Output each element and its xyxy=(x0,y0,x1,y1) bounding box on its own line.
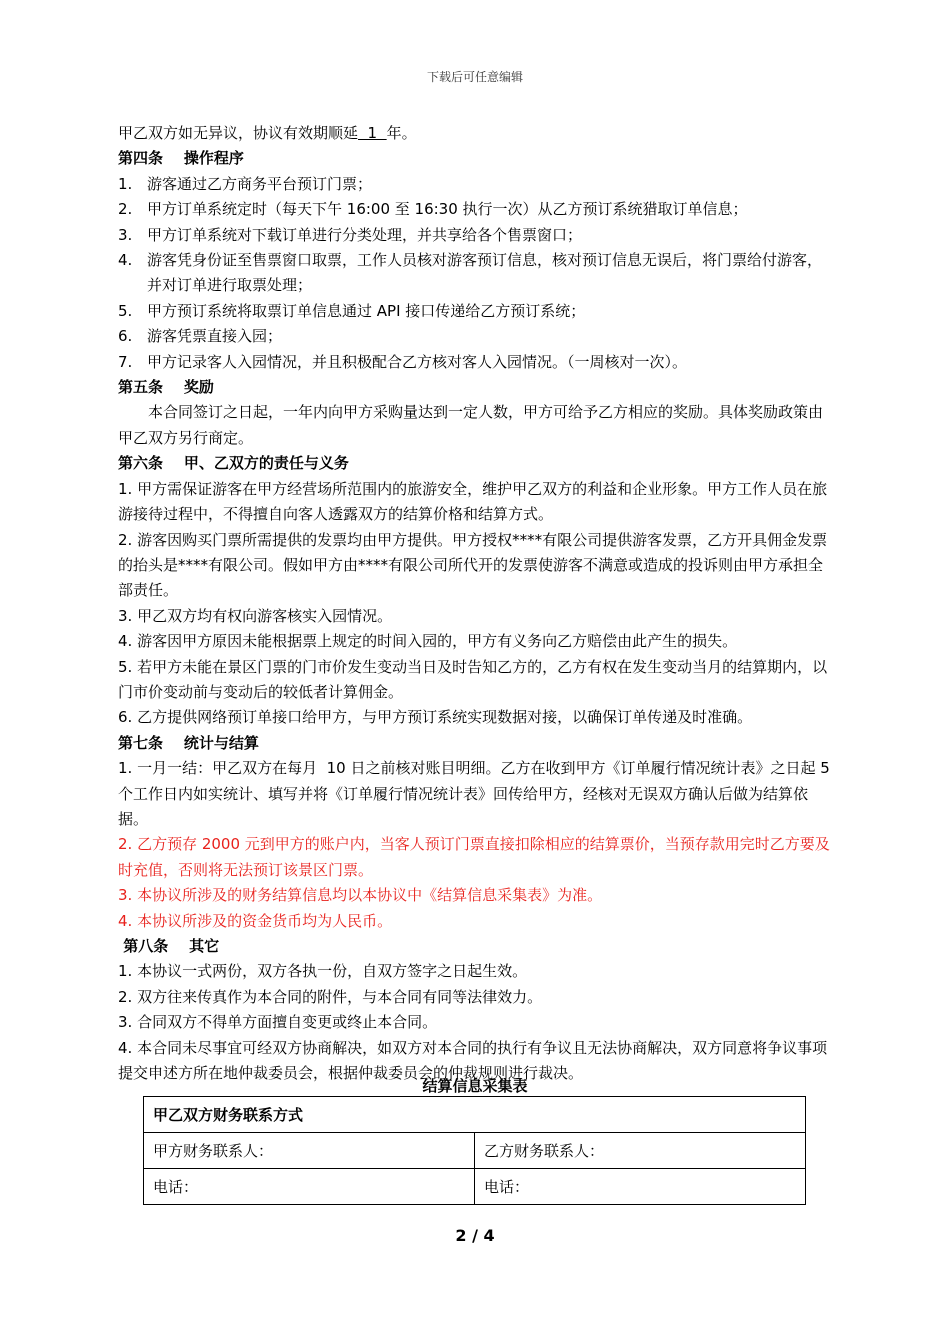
document-body xyxy=(118,121,834,1086)
article6-item: 3. 甲乙双方均有权向游客核实入园情况。 xyxy=(118,606,393,625)
table-title: 结算信息采集表 xyxy=(422,1077,528,1095)
article7-title: 第七条 统计与结算 xyxy=(118,733,259,752)
article6-item: 1. 甲方需保证游客在甲方经营场所范围内的旅游安全，维护甲乙双方的利益和企业形象。甲方工作人员在旅游接待过程中，不得擅自向客人透露双方的结算价格和结算方式。 xyxy=(118,479,828,524)
article5-text: 本合同签订之日起，一年内向甲方采购量达到一定人数，甲方可给予乙方相应的奖励。具体奖励政策由甲乙双方另行商定。 xyxy=(118,403,824,447)
article8-item: 3. 合同双方不得单方面擅自变更或终止本合同。 xyxy=(118,1013,438,1032)
table-cell: 甲方财务联系人： xyxy=(144,1133,475,1169)
table-cell: 电话： xyxy=(144,1169,475,1205)
table-row xyxy=(144,1169,806,1205)
list-item: 5. 甲方预订系统将取票订单信息通过 API 接口传递给乙方预订系统； xyxy=(118,301,586,320)
intro-suffix: 年。 xyxy=(386,124,417,142)
article7-item: 1. 一月一结：甲乙双方在每月 10 日之前核对账目明细。乙方在收到甲方《订单履行情况统计表》之日起 5 个工作日内如实统计、填写并将《订单履行情况统计表》回传给甲方，经核对无误双方确认后做为结算依据。 xyxy=(118,759,835,828)
article8-title: 第八条 其它 xyxy=(118,937,220,955)
table-cell: 乙方财务联系人： xyxy=(475,1133,806,1169)
intro-line xyxy=(118,121,834,146)
article8-item: 2. 双方往来传真作为本合同的附件，与本合同有同等法律效力。 xyxy=(118,987,543,1006)
list-item: 4. 游客凭身份证至售票窗口取票，工作人员核对游客预订信息，核对预订信息无误后，将门票给付游客，并对订单进行取票处理； xyxy=(118,251,823,295)
table-row xyxy=(144,1097,806,1133)
article7-red-item: 3. 本协议所涉及的财务结算信息均以本协议中《结算信息采集表》为准。 xyxy=(118,886,603,905)
list-item: 1. 游客通过乙方商务平台预订门票； xyxy=(118,174,373,193)
article6-item: 5. 若甲方未能在景区门票的门市价发生变动当日及时告知乙方的，乙方有权在发生变动当月的结算期内，以门市价变动前与变动后的较低者计算佣金。 xyxy=(118,657,828,701)
list-item: 6. 游客凭票直接入园； xyxy=(118,327,283,346)
page-header-note: 下载后可任意编辑 xyxy=(426,70,523,84)
article7-red-item: 2. 乙方预存 2000 元到甲方的账户内，当客人预订门票直接扣除相应的结算票价，当预存款用完时乙方要及时充值，否则将无法预订该景区门票。 xyxy=(118,835,830,879)
table-row xyxy=(144,1133,806,1169)
article6-title: 第六条 甲、乙双方的责任与义务 xyxy=(118,454,349,473)
article6-item: 2. 游客因购买门票所需提供的发票均由甲方提供。甲方授权****有限公司提供游客发票，乙方开具佣金发票的抬头是****有限公司。假如甲方由****有限公司所代开的发票使游客不满意或造成的投诉则由甲方承担全部责任。 xyxy=(118,530,828,600)
settlement-info-table xyxy=(143,1096,806,1205)
list-item: 2. 甲方订单系统定时（每天下午 16:00 至 16:30 执行一次）从乙方预订系统猎取订单信息； xyxy=(118,200,748,219)
article6-item: 6. 乙方提供网络预订单接口给甲方，与甲方预订系统实现数据对接，以确保订单传递及时准确。 xyxy=(118,708,753,727)
article7-red-item: 4. 本协议所涉及的资金货币均为人民币。 xyxy=(118,911,393,930)
list-item: 7. 甲方记录客人入园情况，并且积极配合乙方核对客人入园情况。（一周核对一次）。 xyxy=(118,352,688,371)
table-cell: 电话： xyxy=(475,1169,806,1205)
article6-item: 4. 游客因甲方原因未能根据票上规定的时间入园的，甲方有义务向乙方赔偿由此产生的损失。 xyxy=(118,632,738,651)
article8-item: 1. 本协议一式两份，双方各执一份，自双方签字之日起生效。 xyxy=(118,962,528,981)
article4-title: 第四条 操作程序 xyxy=(118,149,244,168)
procedure-list xyxy=(118,172,834,375)
intro-text: 甲乙双方如无异议，协议有效期顺延 xyxy=(118,124,359,142)
page-number: 2 / 4 xyxy=(455,1226,495,1245)
table-header-cell: 甲乙双方财务联系方式 xyxy=(144,1097,806,1133)
validity-years: 1 xyxy=(358,124,387,142)
article5-title: 第五条 奖励 xyxy=(118,378,214,397)
article8-item: 4. 本合同未尽事宜可经双方协商解决，如双方对本合同的执行有争议且无法协商解决，双方同意将争议事项提交申述方所在地仲裁委员会，根据仲裁委员会的仲裁规则进行裁决。 xyxy=(118,1038,828,1083)
list-item: 3. 甲方订单系统对下载订单进行分类处理，并共享给各个售票窗口； xyxy=(118,225,583,244)
